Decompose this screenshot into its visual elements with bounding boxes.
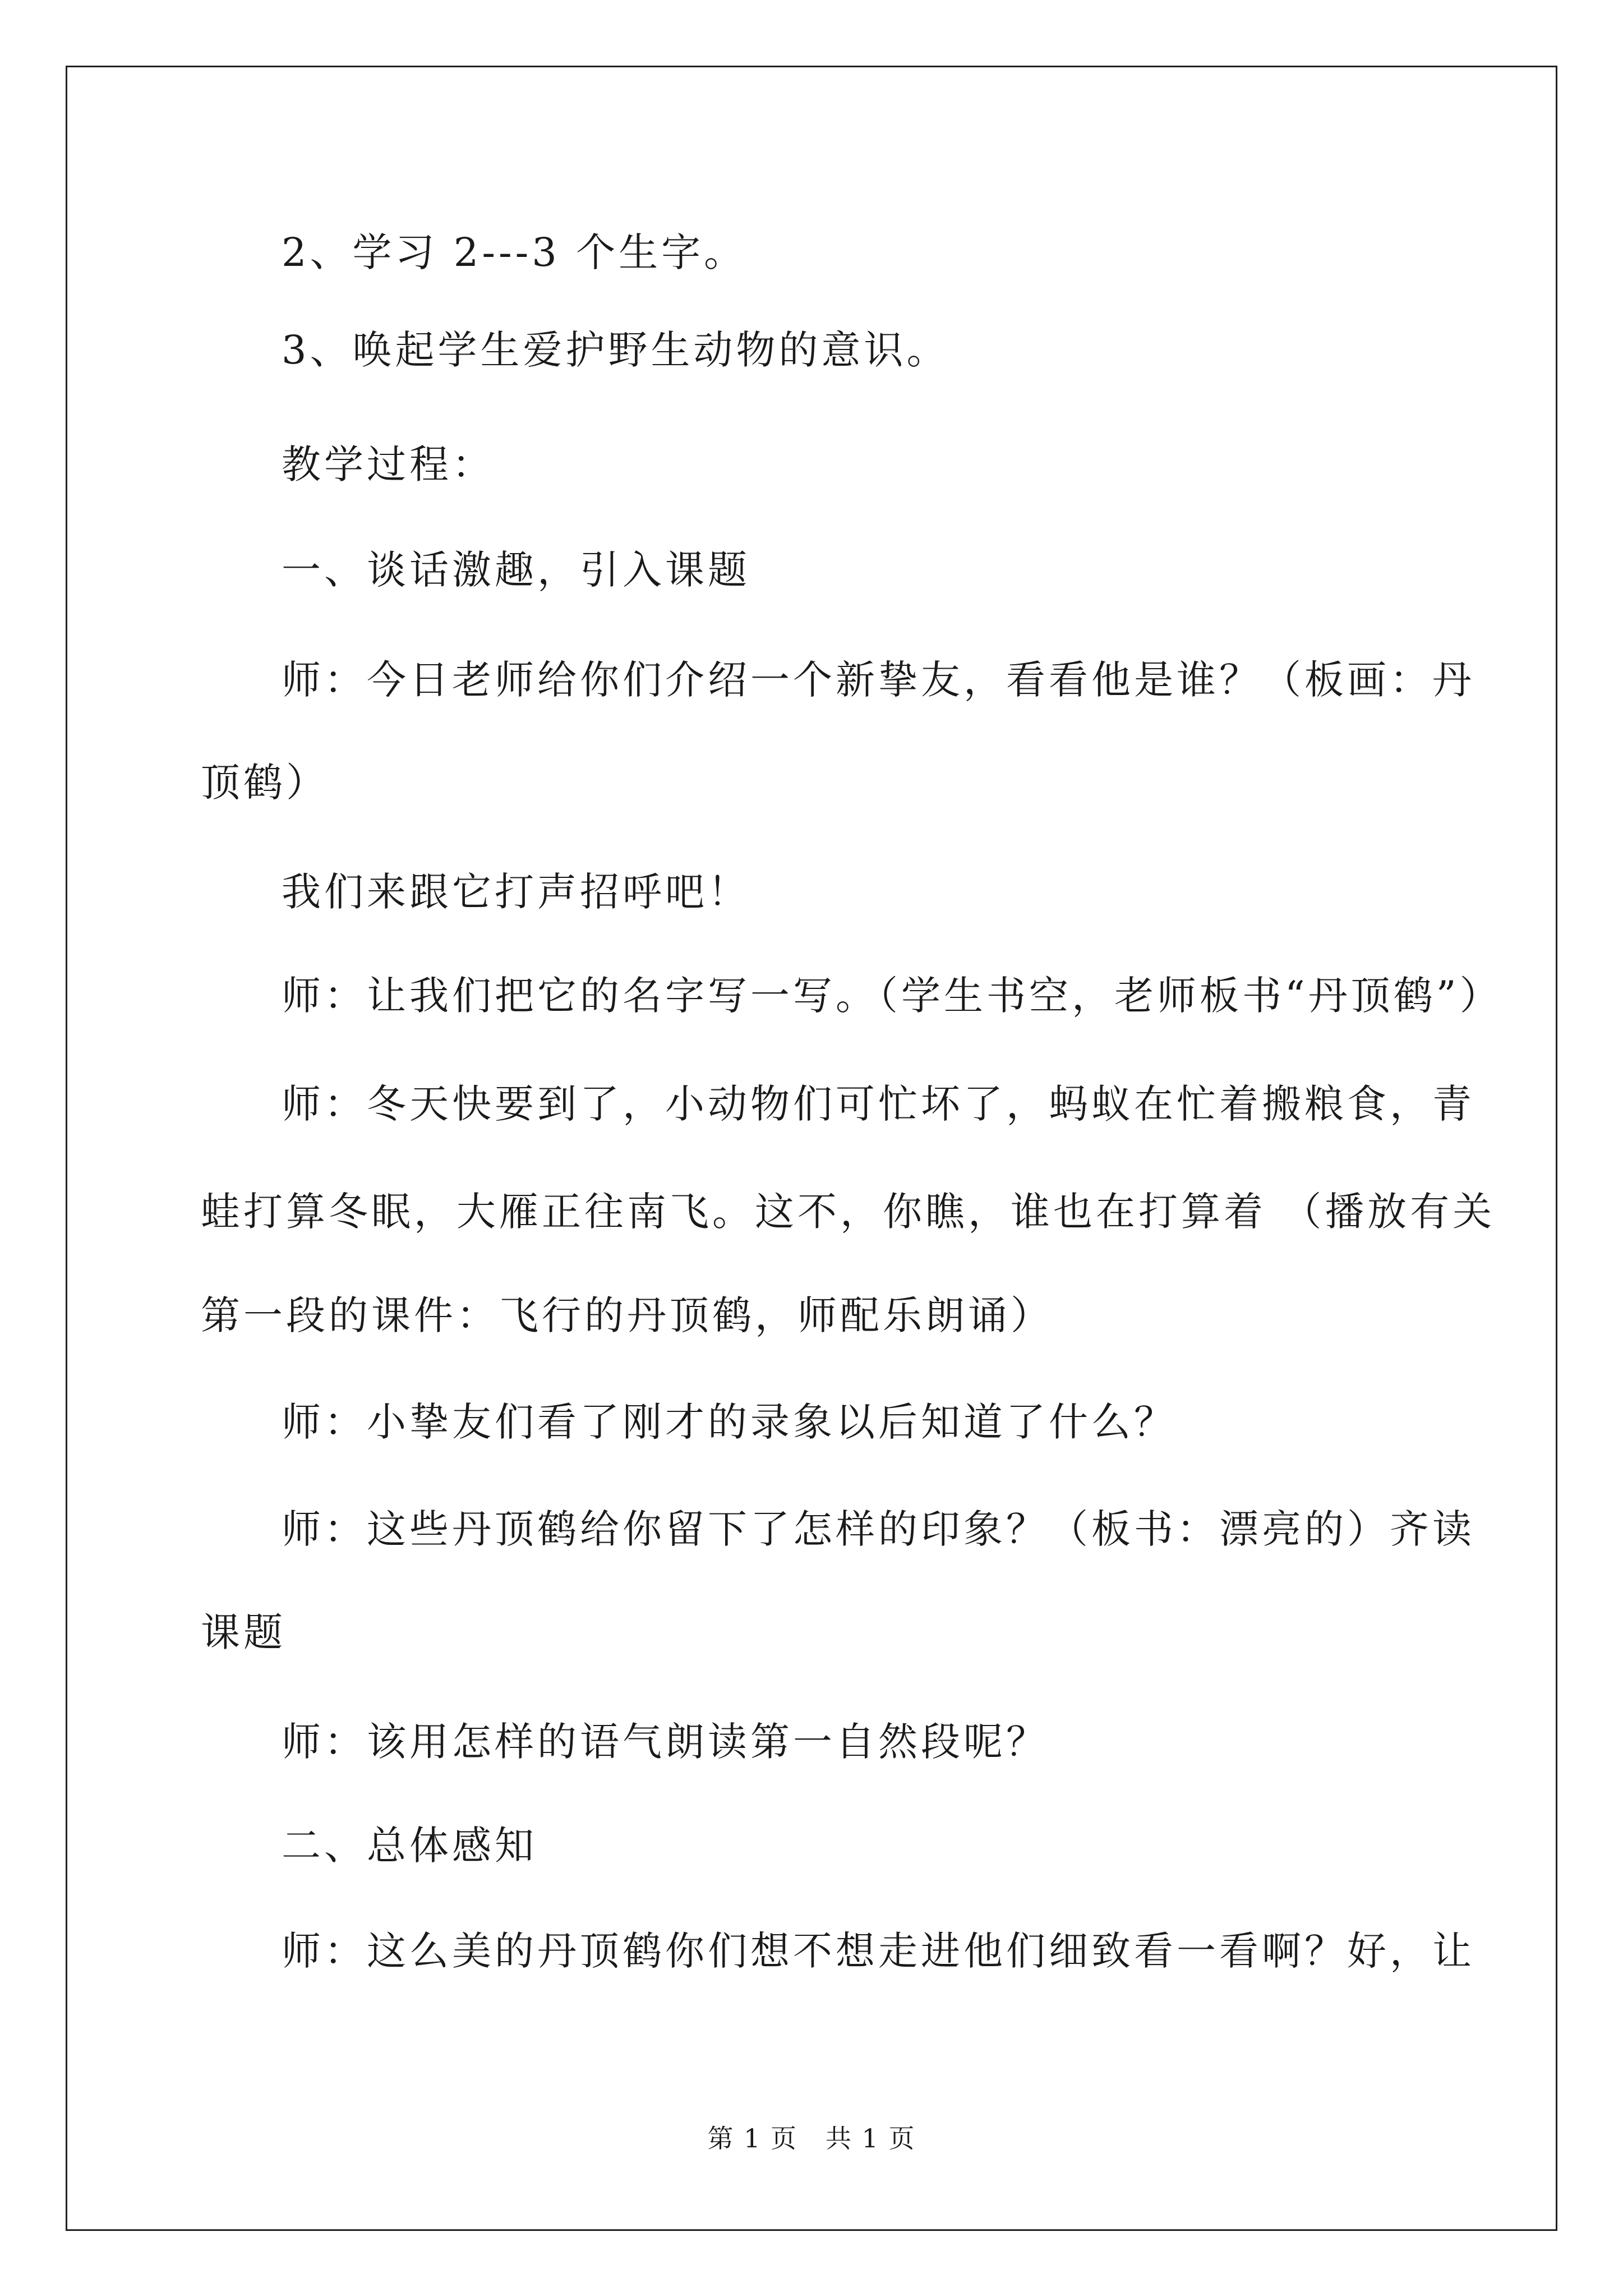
section-heading: 二、总体感知: [282, 1823, 537, 1869]
text-line: 师：这么美的丹顶鹤你们想不想走进他们细致看一看啊？好，让: [282, 1928, 1475, 1974]
page-border: [66, 66, 1557, 2231]
text-line: 师：今日老师给你们介绍一个新挚友，看看他是谁？（板画：丹: [282, 657, 1475, 703]
text-line: 课题: [201, 1609, 286, 1655]
text-line: 2、学习 2---3 个生字。: [282, 229, 747, 275]
text-line: 师：小挚友们看了刚才的录象以后知道了什么？: [282, 1399, 1177, 1445]
text-line: 顶鹤）: [201, 760, 329, 806]
text-line: 师：让我们把它的名字写一写。（学生书空，老师板书“丹顶鹤”）: [282, 973, 1502, 1019]
text-line: 师：该用怎样的语气朗读第一自然段呢？: [282, 1719, 1049, 1765]
section-heading: 教学过程：: [282, 441, 495, 487]
text-line: 3、唤起学生爱护野生动物的意识。: [282, 327, 949, 373]
text-line: 师：这些丹顶鹤给你留下了怎样的印象？（板书：漂亮的）齐读: [282, 1506, 1475, 1552]
text-line: 师：冬天快要到了，小动物们可忙坏了，蚂蚁在忙着搬粮食，青: [282, 1081, 1475, 1127]
text-line: 第一段的课件：飞行的丹顶鹤，师配乐朗诵）: [201, 1292, 1053, 1338]
page-total: 共 1 页: [826, 2123, 916, 2154]
section-heading: 一、谈话激趣，引入课题: [282, 547, 750, 593]
page-number: 第 1 页: [707, 2123, 797, 2154]
page-footer: [0, 2122, 1623, 2155]
text-line: 蛙打算冬眠，大雁正往南飞。这不，你瞧，谁也在打算着 （播放有关: [201, 1189, 1496, 1235]
text-line: 我们来跟它打声招呼吧！: [282, 869, 750, 915]
